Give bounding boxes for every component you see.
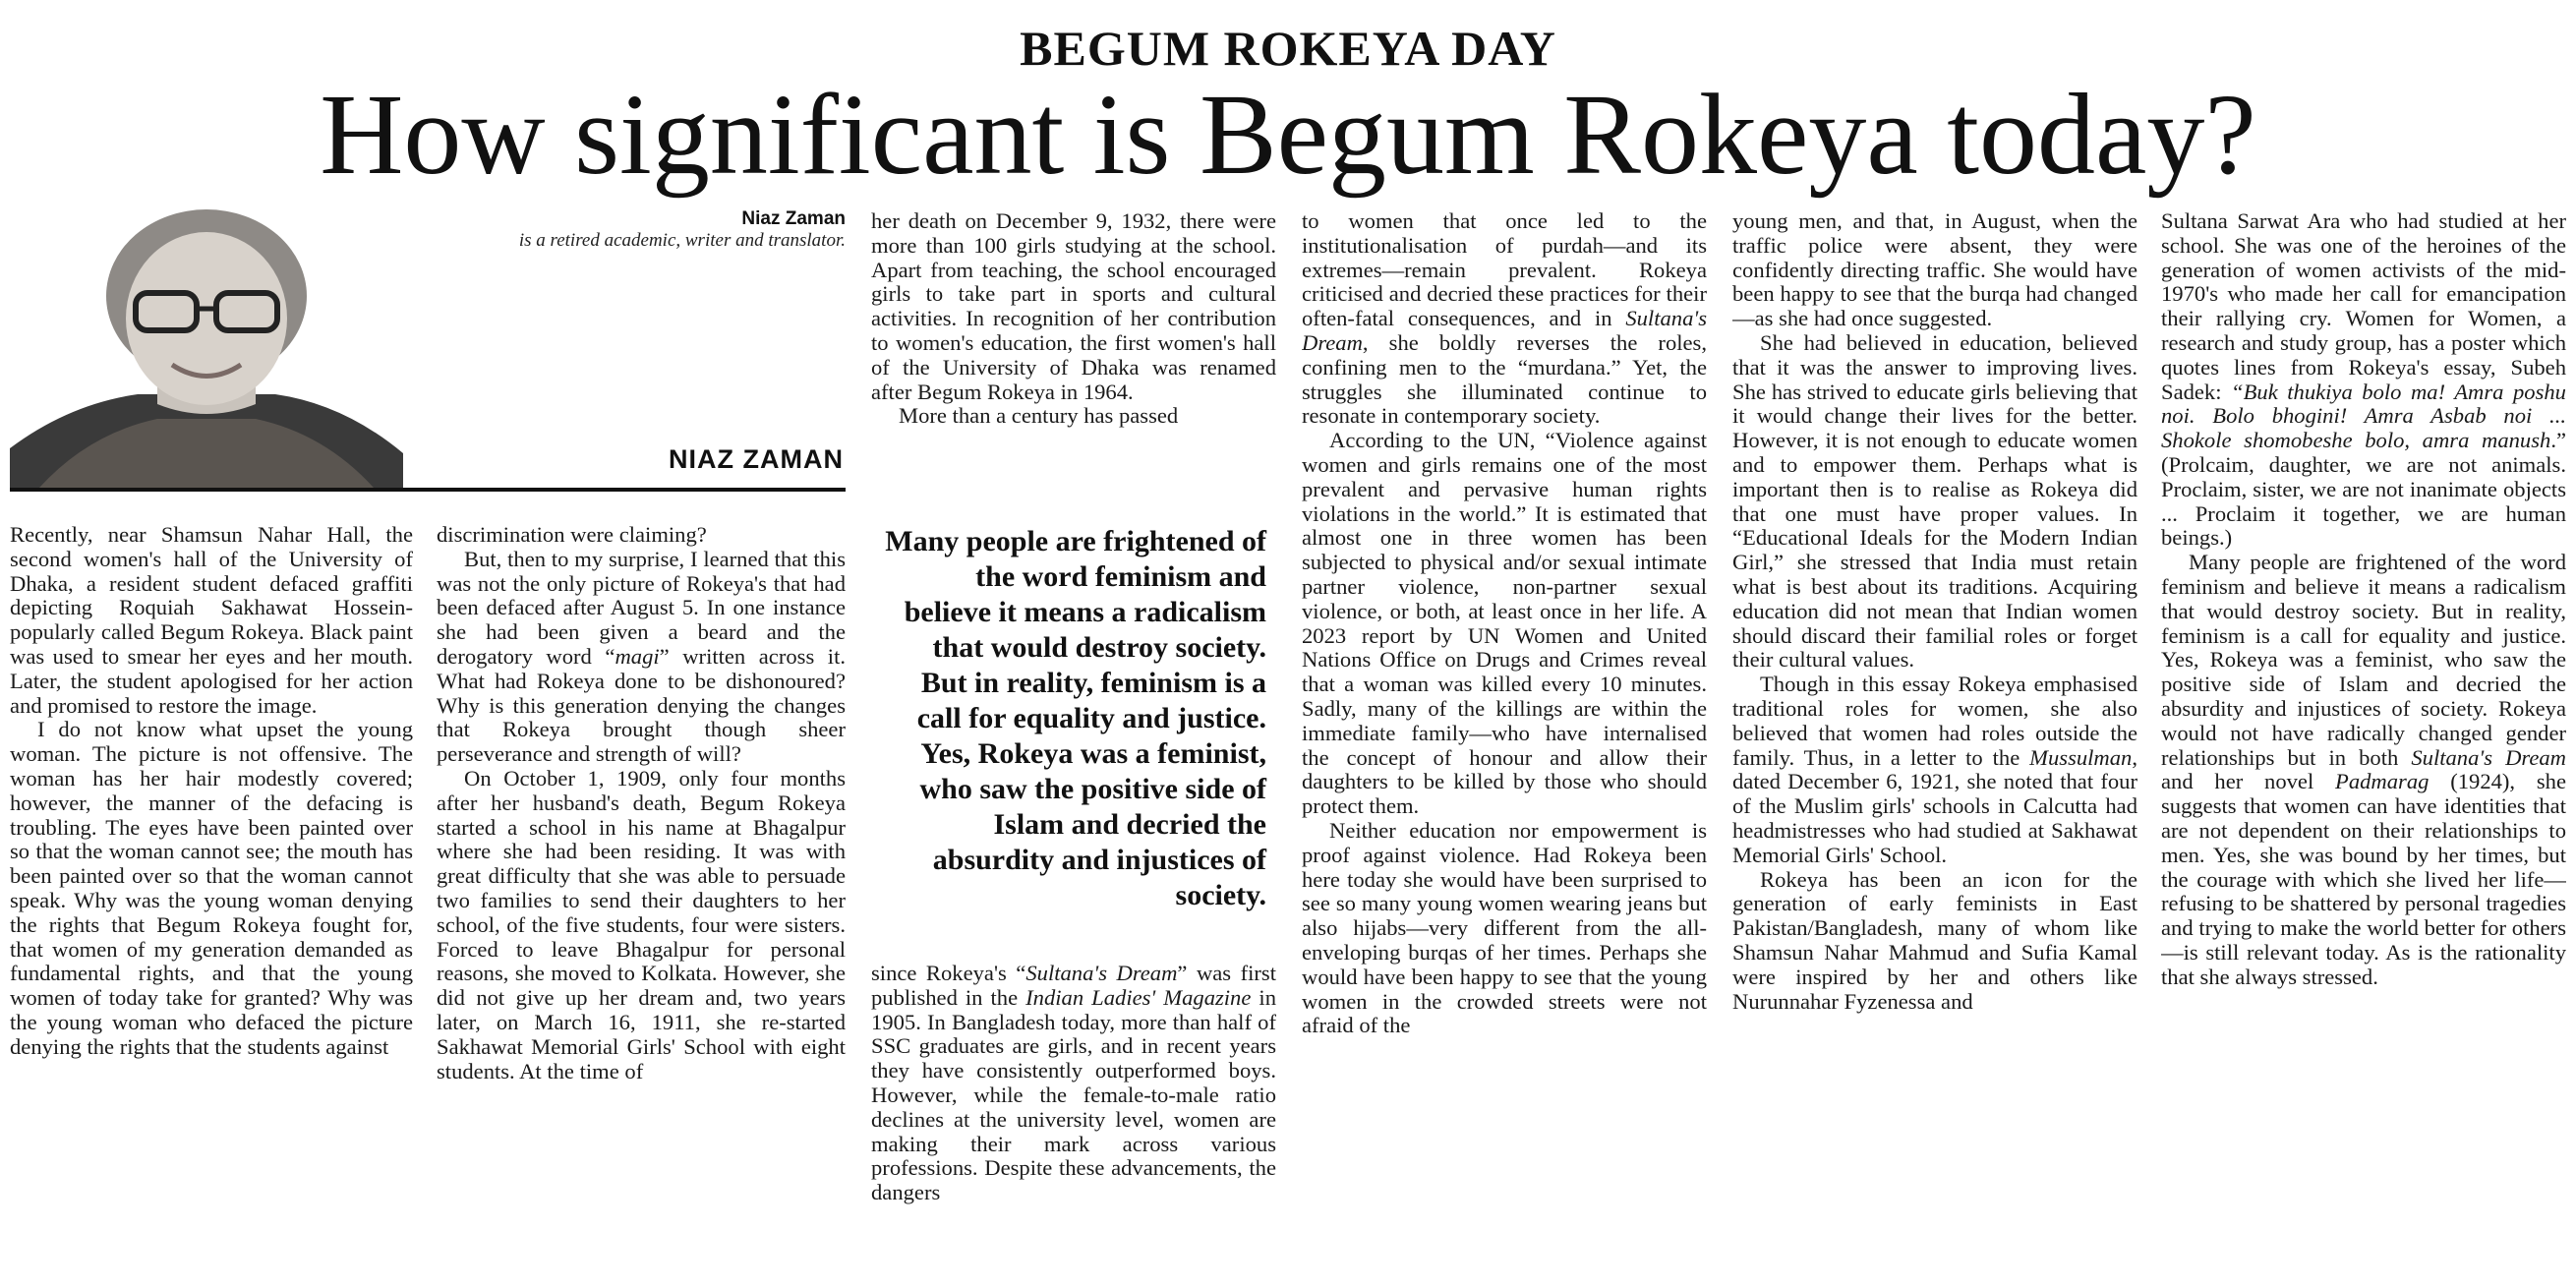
article-column-6 [2161, 209, 2566, 1288]
paragraph: On October 1, 1909, only four months after her husband's death, Begum Rokeya started a school in his name at Bhagalpur where she had been residing. It was with great difficulty that she was able to persuade two families to send their daughters to her school, of the five students, four were sisters. Forced to leave Bhagalpur for personal reasons, she moved to Kolkata. However, she did not give up her dream and, two years later, on March 16, 1911, she re-started Sakhawat Memorial Girls' School with eight students. At the time of [437, 765, 846, 1083]
byline [413, 208, 846, 252]
article-column-4 [1302, 209, 1707, 1288]
pull-quote: Many people are frightened of the word feminism and believe it means a radicalism that would destroy society. But in reality, feminism is a call for equality and justice. Yes, Rokeya was a feminist, who saw the positive side of Islam and decried the absurdity and injustices of society. [885, 525, 1266, 911]
text-run-italic: Sultana's Dream [1302, 306, 1707, 355]
author-portrait [10, 203, 403, 488]
text-run: in 1905. In Bangladesh today, more than half of SSC graduates are girls, and in recent years they have consistently outperformed boys. However, while the female-to-male ratio declines at the university level, women are making their mark across various professions. Despite these advancements, the dangers [871, 984, 1276, 1205]
paragraph: Rokeya has been an icon for the generation of early feminists in East Pakistan/Bangladesh, many of whom like Shamsun Nahar Mahmud and Sufia Kamal were inspired by her and others like Nurunnahar Fyzenessa and [1732, 866, 2137, 1014]
text-run-italic: Mussulman [2029, 744, 2133, 770]
article-column-5 [1732, 209, 2137, 1288]
article-column-3-top [871, 209, 1276, 495]
paragraph: Recently, near Shamsun Nahar Hall, the second women's hall of the University of Dhaka, a resident student defaced graffiti depicting Roquiah Sakhawat Hossein- popularly called Begum Rokeya. Black paint was used to smear her eyes and her mouth. Later, the student apologised for her action and promised to restore the image. [10, 523, 413, 718]
text-run: But, then to my surprise, I learned that this was not the only picture of Rokeya's that had been defaced after August 5. In one instance she had been given a beard and the derogatory word “ [437, 546, 846, 669]
text-run-italic: Indian Ladies' Magazine [1025, 984, 1252, 1010]
text-run: , dated December 6, 1921, she noted that four of the Muslim girls' schools in Calcutta had headmistresses who had studied at Sakhawat Memorial Girls' School. [1732, 744, 2137, 867]
text-run: Many people are frightened of the word feminism and believe it means a radicalism that would destroy society. But in reality, feminism is a call for equality and justice. Yes, Rokeya was a feminist, who saw the positive side of Islam and decried the absurdity and injustices of society. Rokeya would not have radically changed gender relationships but in both [2161, 550, 2566, 770]
paragraph [1302, 209, 1707, 429]
author-label: NIAZ ZAMAN [669, 444, 844, 474]
text-run: Though in this essay Rokeya emphasised traditional roles for women, she also believed that women had roles outside the family. Thus, in a letter to the [1732, 672, 2137, 770]
text-run: ” was first published in the [871, 962, 1276, 1010]
paragraph: She had believed in education, believed that it was the answer to improving lives. She has strived to educate girls believing that it would change their lives for the better. However, it is not enough to educate women and to empower them. Perhaps what is important then is to realise as Rokeya did that one must have proper values. In “Educational Ideals for the Modern Indian Girl,” she stressed that India must retain what is best about its traditions. Acquiring education did not mean that Indian women should discard their familial roles or forget their cultural values. [1732, 329, 2137, 673]
article-column-1 [10, 523, 413, 1288]
text-run: since Rokeya's “ [871, 962, 1026, 985]
author-bio: is a retired academic, writer and translator. [518, 230, 846, 251]
paragraph: More than a century has passed [899, 403, 1179, 429]
paragraph [2161, 551, 2566, 989]
paragraph [1732, 673, 2137, 867]
paragraph [437, 548, 846, 767]
text-run: Sultana Sarwat Ara who had studied at her school. She was one of the heroines of the generation of women activists of the mid-1970's who made her call for emancipation their rallying cry. Women for Women, a research and study group, has a poster which quotes lines from Rokeya's essay, Subeh Sadek: [2161, 209, 2566, 404]
text-run: and her novel [2161, 769, 2336, 794]
text-run: (1924), she suggests that women can have identities that are not dependent on their relationships to men. Yes, she was bound by her times, but the courage with which she lived her life—refusing to be shattered by personal tragedies and trying to make the world better for others—is still relevant today. As is the rationality that she always stressed. [2161, 769, 2566, 989]
paragraph: Neither education nor empowerment is proof against violence. Had Rokeya been here today she would have been surprised to see so many young women wearing jeans but also hijabs—very different from the all-enveloping burqas of her times. Perhaps she would have been happy to see that the young women in the crowded streets were not afraid of the [1302, 817, 1707, 1038]
paragraph [2161, 209, 2566, 551]
author-photo-icon [10, 203, 403, 488]
author-name: Niaz Zaman [741, 208, 846, 229]
text-run: .” (Prolcaim, daughter, we are not animals. Proclaim, sister, we are not inanimate objects ... Proclaim it together, we are human beings.) [2161, 428, 2566, 551]
text-run-italic: magi [615, 643, 660, 669]
text-run: to women that once led to the institutionalisation of purdah—and its extremes—remain prevalent. Rokeya criticised and decried these practices for their often-fatal consequences, and in [1302, 209, 1707, 331]
text-run: ” written across it. What had Rokeya done to be dishonoured? Why is this generation denying the changes that Rokeya brought though sheer perseverance and strength of will? [437, 643, 846, 767]
paragraph: young men, and that, in August, when the traffic police were absent, they were confidently directing traffic. She would have been happy to see that the burqa had changed—as she had once suggested. [1732, 209, 2137, 331]
article-column-2 [437, 523, 846, 1288]
text-run-italic: Sultana's Dream [1025, 962, 1178, 985]
headline: How significant is Begum Rokeya today? [320, 70, 2256, 199]
paragraph: her death on December 9, 1932, there were more than 100 girls studying at the school. Apart from teaching, the school encouraged girls to take part in sports and cultural activities. In recognition of her contribution to women's education, the first women's hall of the University of Dhaka was renamed after Begum Rokeya in 1964. [871, 209, 1276, 404]
author-divider [10, 488, 846, 492]
paragraph: discrimination were claiming? [437, 523, 707, 547]
text-run-italic: Sultana's Dream [2411, 744, 2566, 770]
article-column-3-bottom [871, 962, 1276, 1288]
text-run-italic: Padmarag [2335, 769, 2430, 794]
paragraph: According to the UN, “Violence against women and girls remains one of the most prevalent and pervasive human rights violations in the world.” It is estimated that almost one in three women has been subjected to physical and/or sexual intimate partner violence, non-partner sexual violence, or both, at least once in her life. A 2023 report by UN Women and United Nations Office on Drugs and Crimes reveal that a woman was killed every 10 minutes. Sadly, many of the killings are within the immediate family—who have internalised the concept of honour and allow their daughters to be killed by those who should protect them. [1302, 428, 1707, 819]
paragraph [871, 962, 1276, 1205]
text-run-italic: “Buk thukiya bolo ma! Amra poshu noi. Bolo bhogini! Amra Asbab noi ... Shokole shomobeshe bolo, amra manush [2161, 379, 2566, 453]
text-run: , she boldly reverses the roles, confining men to the “murdana.” Yet, the struggles she illuminated continue to resonate in contemporary society. [1302, 329, 1707, 429]
paragraph: I do not know what upset the young woman. The picture is not offensive. The woman has her hair modestly covered; however, the manner of the defacing is troubling. The eyes have been painted over so that the woman cannot see; the mouth has been painted over so that the woman cannot speak. Why was the young woman denying the rights that Begum Rokeya fought for, that women of my generation demanded as fundamental rights, and that the young women of today take for granted? Why was the young woman who defaced the picture denying the rights that the students against [10, 717, 413, 1059]
section-kicker: BEGUM ROKEYA DAY [1020, 21, 1556, 76]
